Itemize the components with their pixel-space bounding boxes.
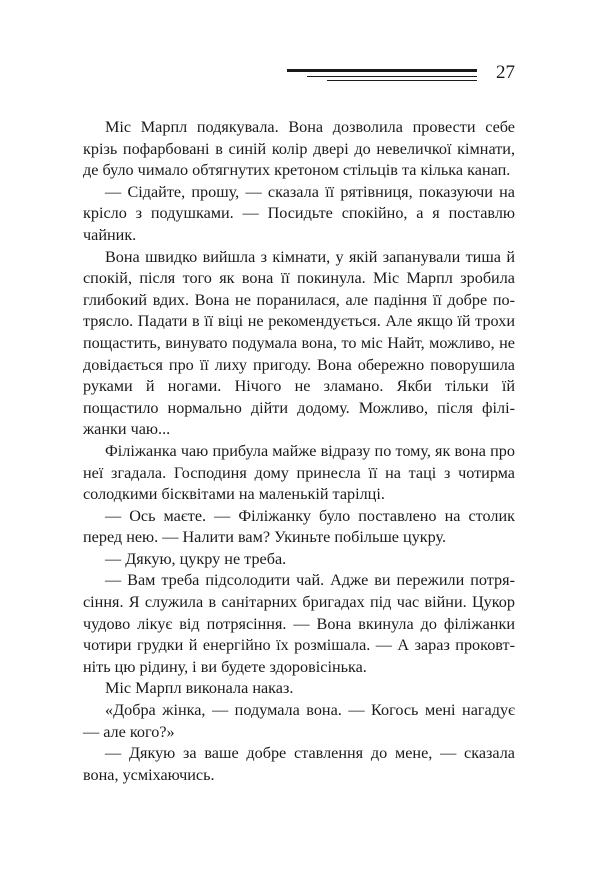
paragraph: — Дякую, цукру не треба. xyxy=(105,549,287,568)
page-number: 27 xyxy=(496,62,515,83)
paragraph: — Ось маєте. — Філіжанку було поставлено на столик перед нею. — Налити вам? Укиньте побільше цукру. xyxy=(83,506,515,547)
header-rule-thin xyxy=(307,76,477,77)
paragraph: Міс Марпл виконала наказ. xyxy=(105,679,294,698)
paragraph: — Вам треба підсолодити чай. Адже ви пережили потрясіння. Я служила в санітарних бригадах під час війни. Цукор чудово лікує від потрясіння. — Вона вкинула до філіжанки чотири грудки й енергійно їх розмішала. — А зараз проковтніть цю рідину, і ви будете здоровісінька. xyxy=(83,571,515,676)
running-header xyxy=(287,60,515,86)
paragraph: — Дякую за ваше добре ставлення до мене, — сказала вона, усміхаючись. xyxy=(83,744,515,784)
header-rule-thick xyxy=(287,69,477,72)
header-rule-thin-lower xyxy=(327,80,477,81)
paragraph: Вона швидко вийшла з кімнати, у якій запанували тиша й спокій, після того як вона її покинула. Міс Марпл зробила глибокий вдих. Вона не поранилася, але падіння її добре потрясло. Падати в її віці не рекомендується. Але якщо їй трохи пощастить, винувато подумала вона, то міс Найт, можливо, не довідається про її лиху пригоду. Вона обережно поворушила руками й ногами. Нічого не зламано. Якби тільки їй пощастило нормально дійти додому. Можливо, після філіжанки чаю... xyxy=(83,247,515,439)
paragraph: «Добра жінка, — подумала вона. — Когось мені нагадує — але кого?» xyxy=(83,701,515,741)
body-text xyxy=(83,117,515,786)
paragraph: — Сідайте, прошу, — сказала її рятівниця, показуючи на крісло з подушками. — Посидьте спокійно, а я поставлю чайник. xyxy=(83,182,515,244)
paragraph: Міс Марпл подякувала. Вона дозволила провести себе крізь пофарбовані в синій колір двері до невеличкої кімнати, де було чимало обтягнутих кретоном стільців та кілька канап. xyxy=(83,118,515,180)
paragraph: Філіжанка чаю прибула майже відразу по тому, як вона про неї згадала. Господиня дому принесла її на таці з чотирма солодкими бісквітами на маленькій тарілці. xyxy=(83,441,515,504)
